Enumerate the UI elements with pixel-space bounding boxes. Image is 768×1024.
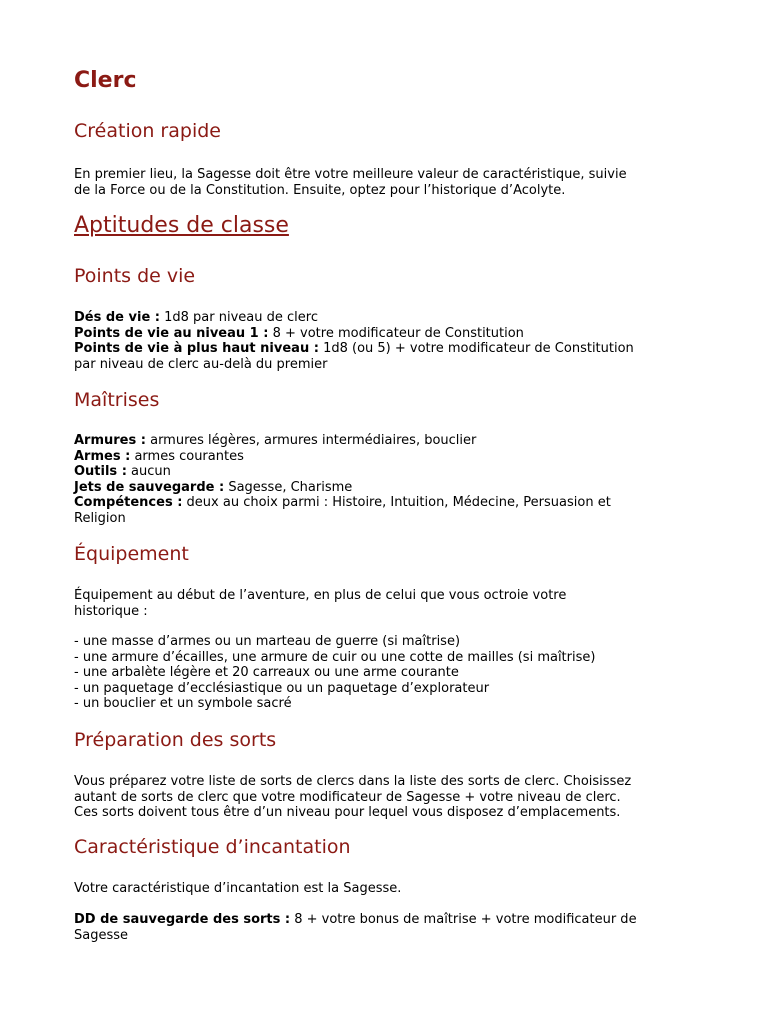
text-line: Votre caractéristique d’incantation est la Sagesse. (74, 881, 402, 896)
proficiencies-block (74, 433, 694, 527)
tools-row (74, 464, 694, 480)
section-heading-spell-prep: Préparation des sorts (74, 729, 277, 751)
skills-row (74, 495, 694, 511)
section-heading-spellcasting: Caractéristique d’incantation (74, 836, 351, 858)
list-item: - un paquetage d’ecclésiastique ou un paquetage d’explorateur (74, 680, 490, 696)
higher-hp-value: 1d8 (ou 5) + votre modificateur de Constitution (318, 341, 634, 357)
text-line: historique : (74, 603, 148, 619)
section-heading-hit-points: Points de vie (74, 265, 196, 287)
text-line: de la Force ou de la Constitution. Ensuite, optez pour l’historique d’Acolyte. (74, 182, 566, 198)
higher-hp-row (74, 341, 694, 357)
hit-dice-row (74, 310, 694, 326)
saves-value: Sagesse, Charisme (224, 479, 353, 495)
list-item: - une armure d’écailles, une armure de cuir ou une cotte de mailles (si maîtrise) (74, 649, 596, 665)
higher-hp-value-cont: par niveau de clerc au-delà du premier (74, 356, 328, 372)
saves-row (74, 480, 694, 496)
saves-label: Jets de sauvegarde : (74, 479, 225, 495)
quick-build-paragraph (74, 167, 694, 198)
tools-label: Outils : (74, 464, 127, 480)
weapons-value: armes courantes (130, 448, 244, 464)
armor-row (74, 433, 694, 449)
section-heading-class-features: Aptitudes de classe (74, 213, 289, 238)
weapons-label: Armes : (74, 448, 131, 464)
spell-dc-value-cont: Sagesse (74, 927, 129, 943)
level1-hp-value: 8 + votre modificateur de Constitution (268, 325, 524, 341)
text-line: En premier lieu, la Sagesse doit être votre meilleure valeur de caractéristique, suivie (74, 167, 627, 182)
equipment-list (74, 634, 694, 712)
page-title: Clerc (74, 68, 137, 93)
list-item: - une arbalète légère et 20 carreaux ou une arme courante (74, 665, 459, 681)
spellcasting-intro (74, 881, 694, 897)
spell-dc-block (74, 912, 694, 943)
section-heading-quick-build: Création rapide (74, 120, 221, 142)
weapons-row (74, 449, 694, 465)
section-heading-proficiencies: Maîtrises (74, 389, 160, 411)
hit-dice-value: 1d8 par niveau de clerc (160, 310, 318, 325)
text-line: Équipement au début de l’aventure, en plus de celui que vous octroie votre (74, 588, 567, 603)
tools-value: aucun (126, 464, 171, 480)
text-line: Vous préparez votre liste de sorts de clercs dans la liste des sorts de clerc. Choisissez (74, 774, 632, 789)
level1-hp-row (74, 326, 694, 342)
level1-hp-label: Points de vie au niveau 1 : (74, 325, 269, 341)
list-item: - un bouclier et un symbole sacré (74, 696, 292, 712)
spell-dc-row (74, 912, 694, 928)
spell-prep-paragraph (74, 774, 694, 821)
equipment-intro (74, 588, 694, 619)
hit-dice-label: Dés de vie : (74, 310, 160, 325)
section-heading-equipment: Équipement (74, 543, 189, 565)
list-item: - une masse d’armes ou un marteau de guerre (si maîtrise) (74, 634, 461, 649)
higher-hp-label: Points de vie à plus haut niveau : (74, 341, 319, 357)
spell-dc-value: 8 + votre bonus de maîtrise + votre modificateur de (290, 912, 637, 927)
spell-dc-label: DD de sauvegarde des sorts : (74, 912, 291, 927)
skills-label: Compétences : (74, 495, 183, 511)
hit-points-block (74, 310, 694, 372)
armor-value: armures légères, armures intermédiaires, bouclier (145, 433, 477, 448)
text-line: autant de sorts de clerc que votre modificateur de Sagesse + votre niveau de clerc. (74, 789, 621, 805)
armor-label: Armures : (74, 433, 146, 448)
skills-value-cont: Religion (74, 510, 126, 526)
skills-value: deux au choix parmi : Histoire, Intuition, Médecine, Persuasion et (182, 495, 611, 511)
text-line: Ces sorts doivent tous être d’un niveau pour lequel vous disposez d’emplacements. (74, 805, 621, 821)
